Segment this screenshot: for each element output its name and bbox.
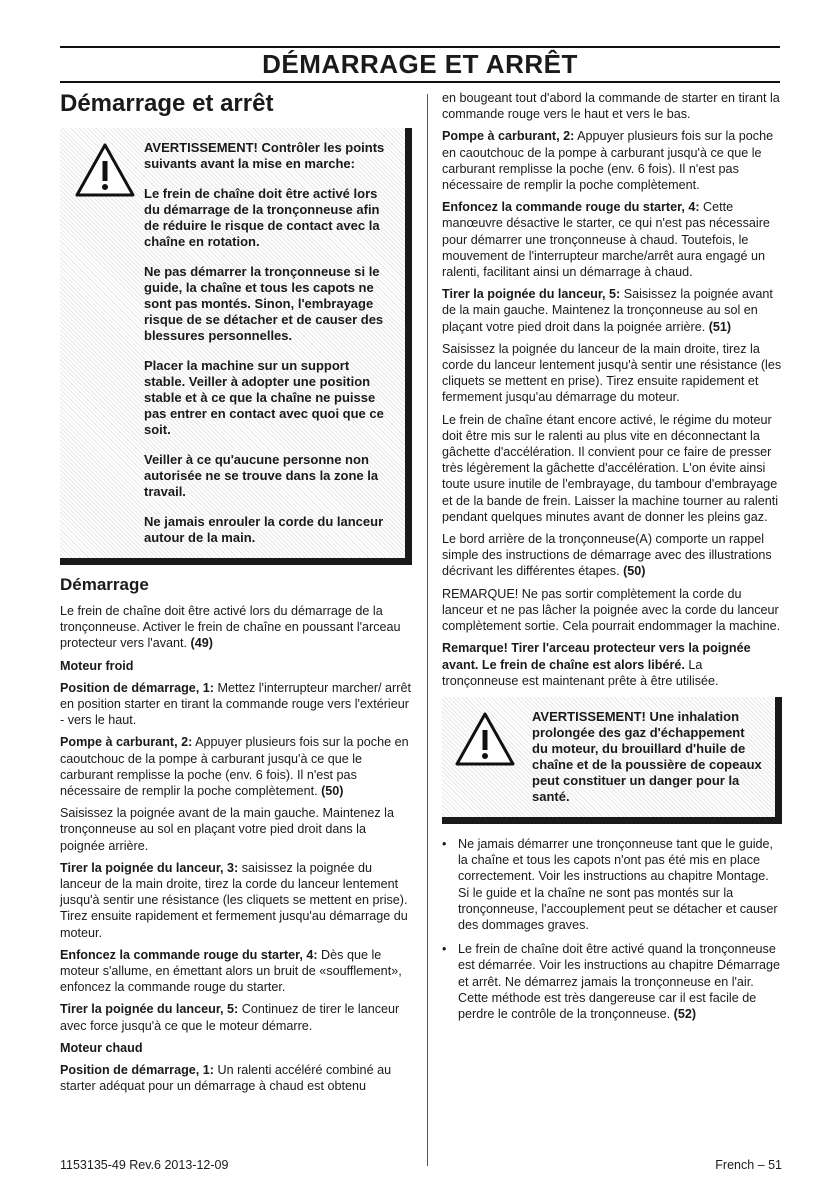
figure-ref: (49) — [190, 636, 213, 651]
demarrage-title: Démarrage — [60, 575, 149, 594]
hot-step-2: Pompe à carburant, 2: Appuyer plusieurs fois sur la poche en caoutchouc de la pompe à carburant jusqu'à ce que le carburant remplisse la poche (env. 6 fois). Il n'est pas nécessaire de remplir la poche complètement. — [442, 129, 774, 193]
figure-ref: (51) — [708, 319, 732, 334]
warning-item: Veiller à ce qu'aucune personne non autorisée ne se trouve dans la zone la travail. — [144, 452, 379, 499]
moteur-chaud-heading: Moteur chaud — [60, 1040, 143, 1055]
paragraph-remarque-2: Remarque! Tirer l'arceau protecteur vers la poignée avant. Le frein de chaîne est alors libéré. La tronçonneuse est maintenant prête à être utilisée. — [442, 641, 751, 688]
step-3: Tirer la poignée du lanceur, 3: saisissez la poignée du lanceur de la main droite, tirez la corde du lanceur lentement jusqu'à sentir une résistance (les cliquets se mettent en prise). Tirez ensuite rapidement et fermement jusqu'au démarrage du moteur. — [60, 860, 408, 940]
warning-title: AVERTISSEMENT! Contrôler les points suivants avant la mise en marche: — [144, 140, 385, 171]
hot-step-1-continued: en bougeant tout d'abord la commande de starter en tirant la commande rouge vers le haut et vers le bas. — [442, 91, 780, 122]
warning-triangle-icon — [74, 142, 136, 198]
paragraph-grip: Saisissez la poignée avant de la main gauche. Maintenez la tronçonneuse au sol en plaçant votre pied droit dans la poignée arrière. — [60, 806, 394, 853]
warning-item: Placer la machine sur un support stable. Veiller à adopter une position stable et à ce que la chaîne ne puisse pas entrer en contact avec quoi que ce soit. — [144, 358, 384, 437]
step-1: Position de démarrage, 1: Mettez l'interrupteur marcher/ arrêt en position starter en tirant la commande rouge vers l'extérieur - vers le haut. — [60, 680, 411, 728]
footer-page-number: French – 51 — [715, 1158, 782, 1172]
paragraph-intro: Le frein de chaîne doit être activé lors du démarrage de la tronçonneuse. Activer le frein de chaîne en poussant l'arceau protecteur vers l'avant. (49) — [60, 604, 401, 651]
step-5: Tirer la poignée du lanceur, 5: Continuez de tirer le lanceur avec force jusqu'à ce que le moteur démarre. — [60, 1002, 400, 1033]
hot-step-1: Position de démarrage, 1: Un ralenti accéléré combiné au starter adéquat pour un démarrage à chaud est obtenu — [60, 1063, 392, 1094]
left-column — [60, 90, 412, 1100]
bullet-list — [442, 836, 782, 1022]
warning-item: Ne pas démarrer la tronçonneuse si le guide, la chaîne et tous les capots ne sont pas montés. Sinon, l'embrayage risque de se détacher et de causer des blessures personnelles. — [144, 264, 384, 343]
column-divider — [427, 94, 428, 1166]
bullet-item: • Le frein de chaîne doit être activé quand la tronçonneuse est démarrée. Voir les instructions au chapitre Démarrage et arrêt. Ne démarrez jamais la tronçonneuse en l'air. Cette méthode est très dangereuse car il est facile de perdre le contrôle de la tronçonneuse. (52) — [442, 941, 782, 1022]
warning-triangle-icon — [454, 711, 516, 767]
warning-box-startup — [60, 128, 412, 565]
paragraph-brake: Le frein de chaîne étant encore activé, le régime du moteur doit être mis sur le ralenti au plus vite en déconnectant la gâchette d'accélération. Il convient pour ce faire de presser très légèrement la gâchette d'accélération. L'on évite ainsi toute usure inutile de l'embrayage, du tambour d'embrayage et de la bande de frein. Laisser la machine tourner au ralenti pendant quelques minutes avant de donner les pleins gaz. — [442, 412, 779, 524]
warning-text: AVERTISSEMENT! Une inhalation prolongée des gaz d'échappement du moteur, du brouillard d'huile de chaîne et de la poussière de copeaux peut constituer un danger pour la santé. — [532, 708, 762, 804]
warning-item: Le frein de chaîne doit être activé lors du démarrage de la tronçonneuse afin de réduire le risque de contact avec la chaîne en rotation. — [144, 186, 380, 249]
section-title: Démarrage et arrêt — [60, 90, 274, 117]
page-header-banner: DÉMARRAGE ET ARRÊT — [60, 46, 780, 83]
figure-ref: (50) — [321, 784, 344, 799]
warning-item: Ne jamais enrouler la corde du lanceur autour de la main. — [144, 514, 384, 545]
right-column — [442, 90, 782, 1030]
footer-doc-ref: 1153135-49 Rev.6 2013-12-09 — [60, 1158, 229, 1172]
hot-step-5: Tirer la poignée du lanceur, 5: Saisissez la poignée avant de la main gauche. Maintenez la tronçonneuse au sol en plaçant votre pied droit dans la poignée arrière. (51) — [442, 287, 773, 334]
figure-ref: (50) — [623, 564, 646, 579]
paragraph-remarque: REMARQUE! Ne pas sortir complètement la corde du lanceur et ne pas lâcher la poignée avec la corde du lanceur complètement sortie. Cela pourrait endommager la machine. — [442, 586, 781, 634]
bullet-item: • Ne jamais démarrer une tronçonneuse tant que le guide, la chaîne et tous les capots n'ont pas été mis en place correctement. Voir les instructions au chapitre Montage. Si le guide et la chaîne ne sont pas montés sur la tronçonneuse, l'accouplement peut se détacher et causer des dommages graves. — [442, 836, 782, 933]
moteur-froid-heading: Moteur froid — [60, 658, 134, 673]
paragraph-rear-edge: Le bord arrière de la tronçonneuse(A) comporte un rappel simple des instructions de démarrage avec des illustrations décrivant les différentes étapes. (50) — [442, 532, 772, 579]
paragraph-grip: Saisissez la poignée du lanceur de la main droite, tirez la corde du lanceur lentement jusqu'à sentir une résistance (les cliquets se mettent en prise). Tirez ensuite rapidement et fermement jusqu'au démarrage du moteur. — [442, 341, 782, 405]
step-4: Enfoncez la commande rouge du starter, 4: Dès que le moteur s'allume, en émettant alors un bruit de «soufflement», enfoncez la commande rouge du starter. — [60, 947, 402, 995]
hot-step-4: Enfoncez la commande rouge du starter, 4: Cette manœuvre désactive le starter, ce qui n'est pas nécessaire pour démarrer une tronçonneuse à chaud. Toutefois, le mouvement de l'interrupteur marche/arrêt aura engagé un ralenti, facilitant ainsi un démarrage à chaud. — [442, 200, 770, 280]
warning-box-exhaust — [442, 697, 782, 824]
figure-ref: (52) — [673, 1006, 697, 1021]
step-2: Pompe à carburant, 2: Appuyer plusieurs fois sur la poche en caoutchouc de la pompe à carburant jusqu'à ce que le carburant remplisse la poche (env. 6 fois). Il n'est pas nécessaire de remplir la poche complètement. (50) — [60, 735, 409, 799]
